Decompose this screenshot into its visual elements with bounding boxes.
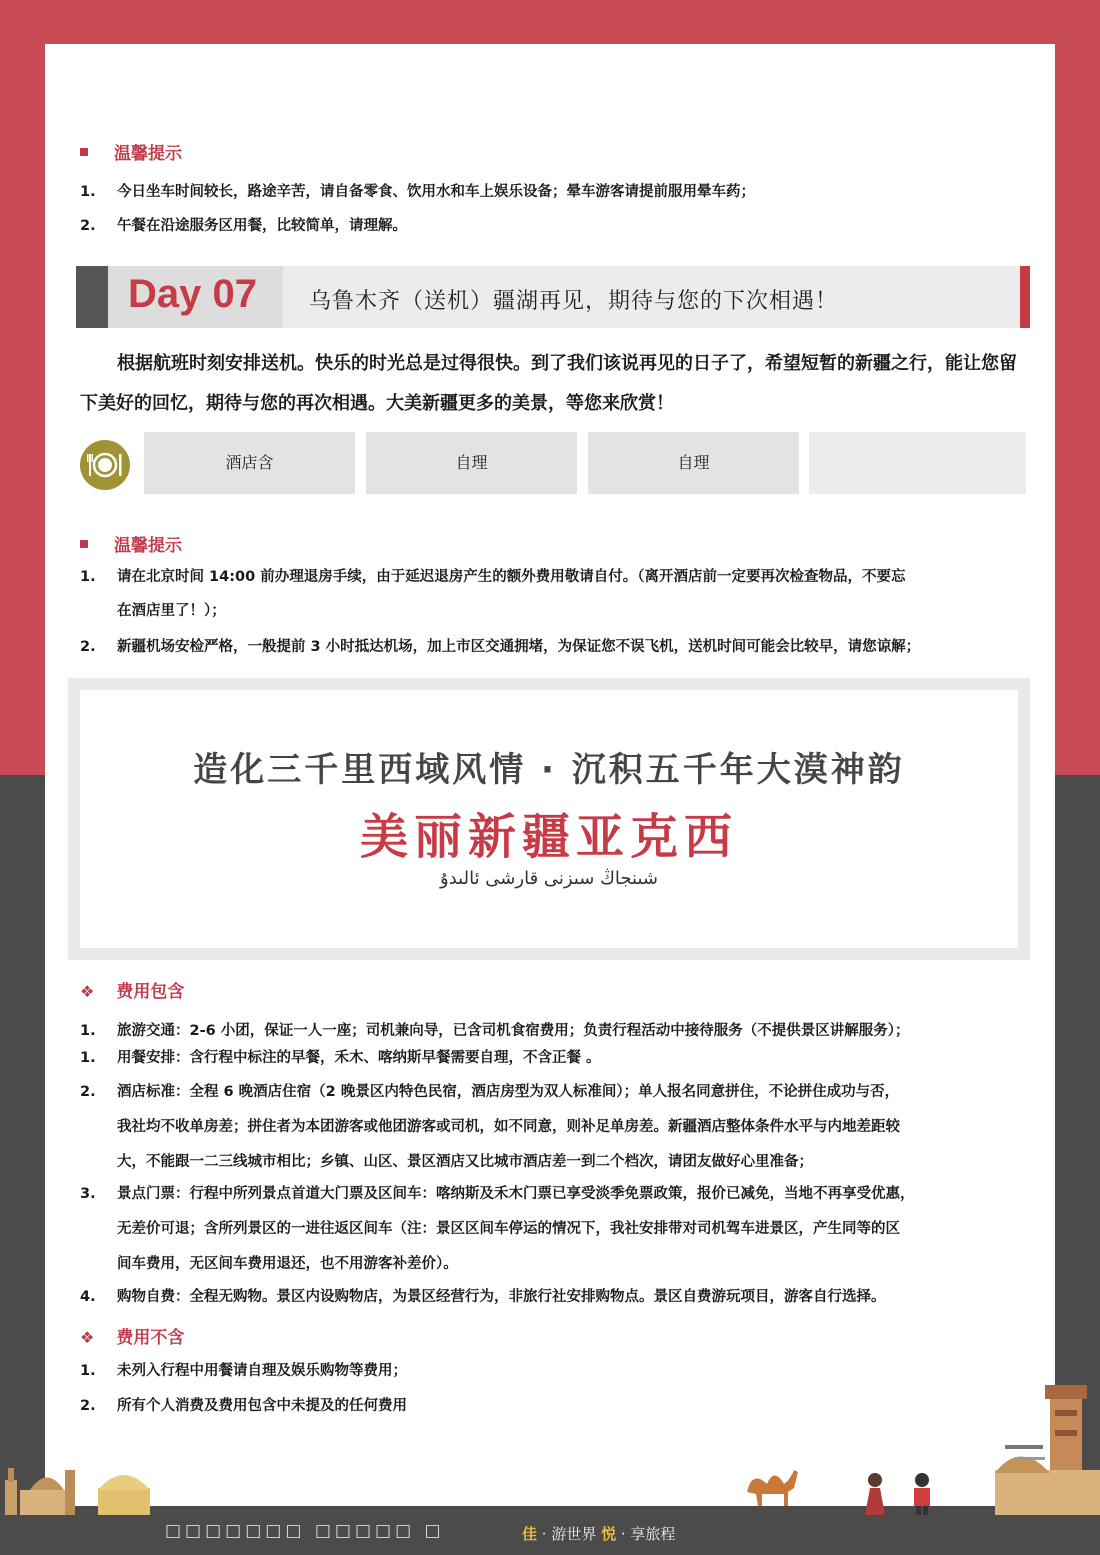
tips2-heading: 温馨提示 bbox=[80, 531, 182, 556]
day-description: 根据航班时刻安排送机。快乐的时光总是过得很快。到了我们该说再见的日子了，希望短暂的新疆之行，能让您留下美好的回忆，期待与您的再次相遇。大美新疆更多的美景，等您来欣赏！ bbox=[80, 353, 1017, 414]
included-item: 1. 用餐安排：含行程中标注的早餐，禾木、喀纳斯早餐需要自理，不含正餐 。 bbox=[80, 1050, 601, 1066]
promo-banner bbox=[68, 678, 1030, 960]
banner-tagline: 造化三千里西域风情 · 沉积五千年大漠神韵 bbox=[193, 750, 905, 790]
camel-illustration-icon bbox=[742, 1462, 802, 1507]
meal-breakfast: 酒店含 bbox=[144, 432, 355, 494]
diamond-bullet-icon: ❖ bbox=[80, 982, 95, 1001]
included-heading: ❖ 费用包含 bbox=[80, 982, 185, 1002]
mosque-illustration-icon bbox=[0, 1460, 160, 1515]
diamond-bullet-icon: ❖ bbox=[80, 1328, 95, 1347]
footer bbox=[0, 1509, 1100, 1555]
square-bullet-icon bbox=[80, 148, 88, 156]
dining-plate-icon bbox=[80, 440, 130, 490]
day-header bbox=[76, 266, 1030, 328]
tips1-heading: 温馨提示 bbox=[80, 139, 182, 164]
excluded-item: 1. 未列入行程中用餐请自理及娱乐购物等费用； bbox=[80, 1363, 407, 1379]
tips2-item: 2. 新疆机场安检严格，一般提前 3 小时抵达机场，加上市区交通拥堵，为保证您不误飞机，送机时间可能会比较早，请您谅解； bbox=[80, 639, 921, 655]
square-bullet-icon bbox=[80, 540, 88, 548]
tips1-item: 1. 今日坐车时间较长，路途辛苦，请自备零食、饮用水和车上娱乐设备；晕车游客请提前服用晕车药； bbox=[80, 184, 755, 200]
banner-uyghur: شىنجاڭ سىزنى قارشى ئالىدۇ bbox=[440, 868, 658, 889]
included-item: 2. 酒店标准：全程 6 晚酒店住宿（2 晚景区内特色民宿，酒店房型为双人标准间）；单人报名同意拼住，不论拼住成功与否， 我社均不收单房差；拼住者为本团游客或他团游客或司机，如不同意，则补足单房差。新疆酒店整体条件水平与内地差距较 大，不能跟一二三线城市相比；乡镇、山区、景区酒店又比城市酒店差一到二个档次，请团友做好心里准备； bbox=[80, 1084, 900, 1170]
day-label: Day 07 bbox=[128, 272, 257, 316]
tips1-item: 2. 午餐在沿途服务区用餐，比较简单，请理解。 bbox=[80, 218, 407, 234]
footer-placeholder-text: □□□□□□□ □□□□□ □ bbox=[165, 1521, 445, 1541]
meal-lunch: 自理 bbox=[366, 432, 577, 494]
included-item: 3. 景点门票：行程中所列景点首道大门票及区间车：喀纳斯及禾木门票已享受淡季免票政策，报价已减免，当地不再享受优惠， 无差价可退；含所列景区的一进往返区间车（注：景区区间车停运的情况下，我社安排带对司机驾车进景区，产生同等的区 间车费用，无区间车费用退还，也不用游客补差价）。 bbox=[80, 1186, 915, 1272]
excluded-item: 2. 所有个人消费及费用包含中未提及的任何费用 bbox=[80, 1398, 407, 1414]
day-title: 乌鲁木齐（送机）疆湖再见，期待与您的下次相遇！ bbox=[309, 289, 839, 314]
excluded-heading: ❖ 费用不含 bbox=[80, 1328, 185, 1348]
tips2-item: 1. 请在北京时间 14:00 前办理退房手续，由于延迟退房产生的额外费用敬请自付。（离开酒店前一定要再次检查物品，不要忘 在酒店里了！）； bbox=[80, 569, 906, 619]
meal-lodging bbox=[809, 432, 1026, 494]
meal-dinner: 自理 bbox=[588, 432, 799, 494]
included-item: 1. 旅游交通：2-6 小团，保证一人一座；司机兼向导，已含司机食宿费用；负责行程活动中接待服务（不提供景区讲解服务）； bbox=[80, 1023, 910, 1039]
banner-title: 美丽新疆亚克西 bbox=[359, 809, 738, 865]
tower-illustration-icon bbox=[995, 1385, 1100, 1515]
included-item: 4. 购物自费：全程无购物。景区内设购物店，为景区经营行为，非旅行社安排购物点。景区自费游玩项目，游客自行选择。 bbox=[80, 1289, 886, 1305]
footer-slogan: 佳 · 游世界 悦 · 享旅程 bbox=[522, 1525, 676, 1543]
